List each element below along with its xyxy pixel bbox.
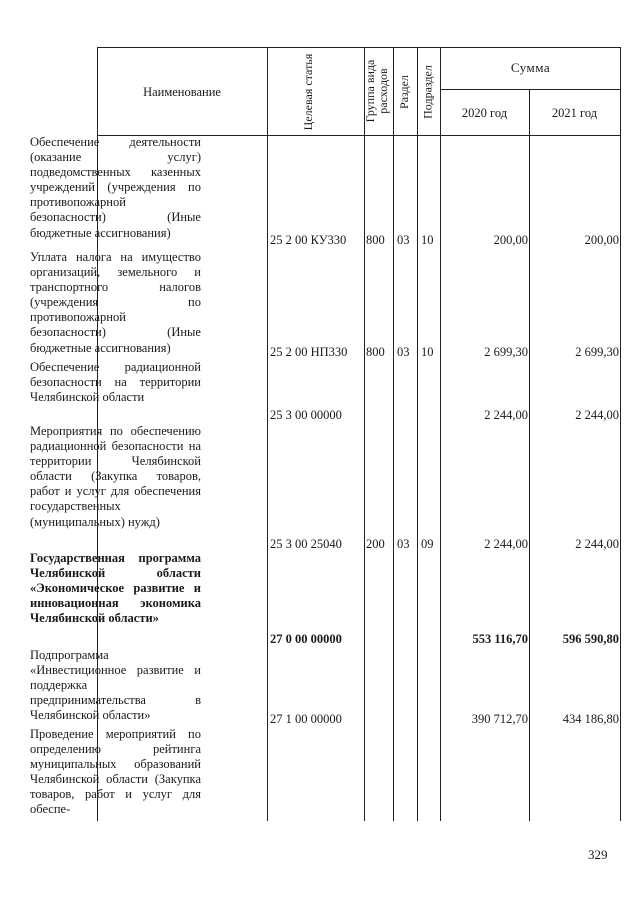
- header-subsection: Подраздел: [420, 65, 435, 119]
- row-subsection: 10: [421, 233, 434, 247]
- row-group: 800: [366, 345, 385, 359]
- row-sum-2021: 2 699,30: [575, 345, 619, 359]
- row-subsection: 09: [421, 537, 434, 551]
- col-line-3: [393, 47, 394, 821]
- row-code: 25 2 00 КУ330: [270, 233, 347, 247]
- sum-split-line: [440, 89, 621, 90]
- col-line-right: [620, 47, 621, 821]
- table-row-name: Обеспечение радиационной безопасности на территории Челябинской области: [30, 360, 201, 405]
- table-row-name: Проведение мероприятий по определению рейтинга муниципальных образований Челябинской области (Закупка товаров, работ и услуг для обеспе-: [30, 727, 201, 817]
- row-section: 03: [397, 345, 410, 359]
- table-row-name: Уплата налога на имущество организаций, земельного и транспортного налогов (учреждения по противопожарной безопасности) (Иные бюджетные ассигнования): [30, 250, 201, 355]
- col-line-1: [267, 47, 268, 821]
- row-code: 25 3 00 00000: [270, 408, 342, 422]
- table-row-name: Государственная программа Челябинской области «Экономическое развитие и инновационная экономика Челябинской области»: [30, 551, 201, 626]
- row-sum-2021: 596 590,80: [562, 632, 619, 646]
- row-sum-2021: 2 244,00: [575, 537, 619, 551]
- row-sum-2021: 2 244,00: [575, 408, 619, 422]
- row-group: 200: [366, 537, 385, 551]
- row-section: 03: [397, 537, 410, 551]
- table-row-name: Обеспечение деятельности (оказание услуг) подведомственных казенных учреждений (учреждения по противопожарной безопасности) (Иные бюджетные ассигнования): [30, 135, 201, 240]
- header-year-2020: 2020 год: [461, 106, 508, 120]
- row-sum-2021: 434 186,80: [562, 712, 619, 726]
- row-sum-2021: 200,00: [584, 233, 619, 247]
- row-sum-2020: 2 699,30: [484, 345, 528, 359]
- row-section: 03: [397, 233, 410, 247]
- row-code: 27 0 00 00000: [270, 632, 342, 646]
- row-sum-2020: 390 712,70: [471, 712, 528, 726]
- header-name: Наименование: [143, 85, 221, 99]
- header-expense-group: Группа вида расходов: [363, 59, 390, 123]
- row-code: 25 3 00 25040: [270, 537, 342, 551]
- row-subsection: 10: [421, 345, 434, 359]
- page-number: 329: [588, 847, 608, 862]
- row-group: 800: [366, 233, 385, 247]
- row-code: 25 2 00 НП330: [270, 345, 348, 359]
- header-section: Раздел: [397, 75, 411, 109]
- col-line-2: [364, 47, 365, 821]
- row-sum-2020: 553 116,70: [472, 632, 528, 646]
- row-code: 27 1 00 00000: [270, 712, 342, 726]
- table-row-name: Мероприятия по обеспечению радиационной безопасности на территории Челябинской области (Закупка товаров, работ и услуг для обеспечения государственных (муниципальных) нужд): [30, 424, 201, 529]
- row-sum-2020: 2 244,00: [484, 408, 528, 422]
- table-top-border: [97, 47, 621, 48]
- row-sum-2020: 200,00: [493, 233, 528, 247]
- table-row-name: Подпрограмма «Инвестиционное развитие и поддержка предпринимательства в Челябинской области»: [30, 648, 201, 723]
- row-sum-2020: 2 244,00: [484, 537, 528, 551]
- header-target: Целевая статья: [301, 53, 315, 131]
- header-sum: Сумма: [510, 60, 551, 75]
- header-year-2021: 2021 год: [551, 106, 598, 120]
- col-line-4: [417, 47, 418, 821]
- col-line-5: [440, 47, 441, 821]
